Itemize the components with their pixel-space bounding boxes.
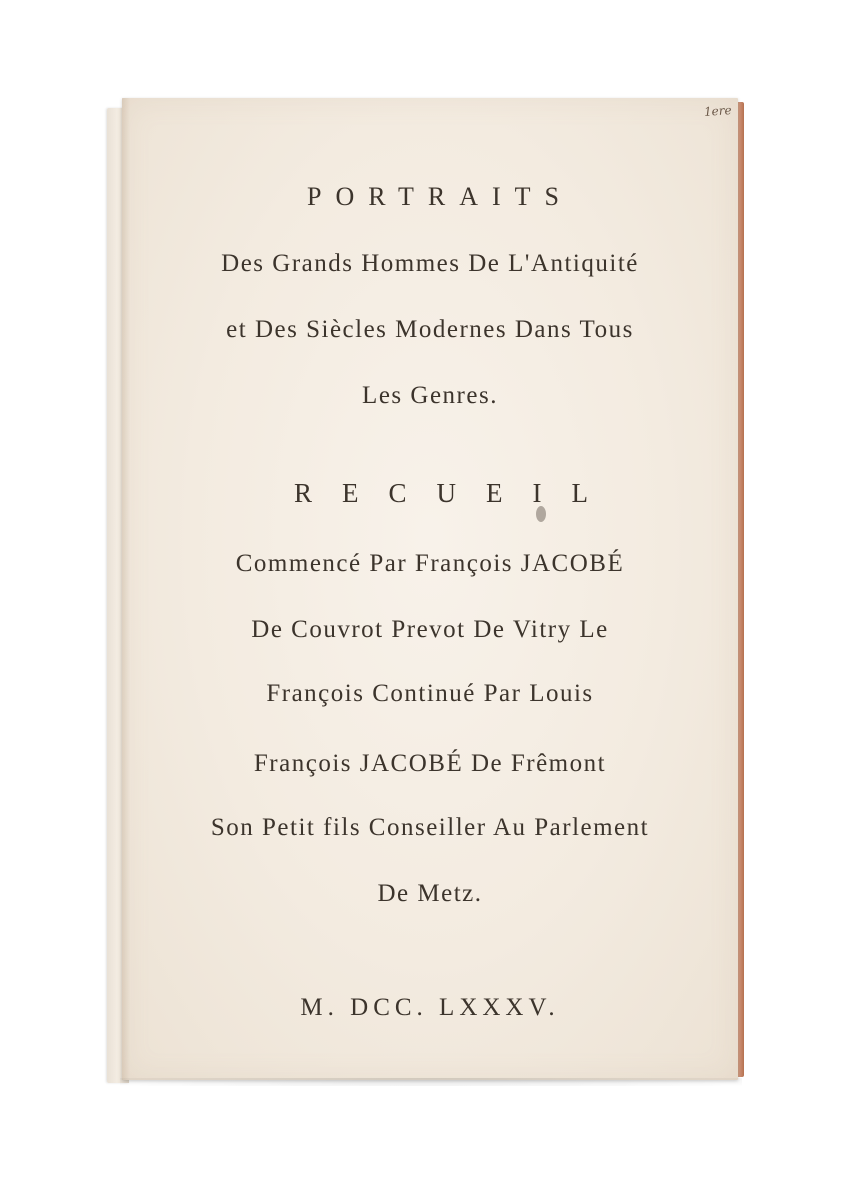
page-title: PORTRAITS — [306, 182, 574, 211]
body-line-1: Commencé Par François JACOBÉ — [235, 550, 625, 577]
subtitle-line-1: Des Grands Hommes De L'Antiquité — [221, 250, 639, 277]
body-line-4: François JACOBÉ De Frêmont — [253, 750, 607, 777]
body-line-3: François Continué Par Louis — [266, 680, 594, 707]
body-line-6: De Metz. — [377, 880, 483, 907]
page-gutter-shadow — [122, 98, 130, 1080]
manuscript-title-page — [122, 98, 738, 1080]
body-line-5: Son Petit fils Conseiller Au Parlement — [210, 814, 650, 841]
body-line-2: De Couvrot Prevot De Vitry Le — [251, 616, 609, 643]
ink-smudge — [536, 506, 546, 522]
book-shadow — [120, 1078, 742, 1086]
roman-date: M. DCC. LXXXV. — [300, 994, 560, 1021]
subtitle-line-2: et Des Siècles Modernes Dans Tous — [226, 316, 634, 343]
section-heading: RECUEIL — [294, 478, 618, 508]
subtitle-line-3: Les Genres. — [362, 382, 498, 409]
corner-annotation: 1ere — [703, 103, 733, 119]
